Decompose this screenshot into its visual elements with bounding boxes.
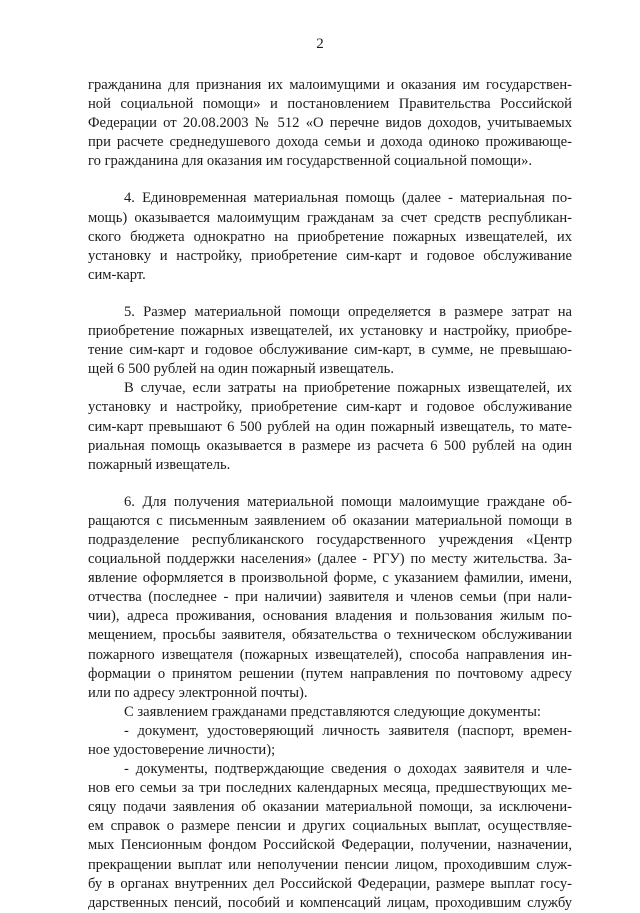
paragraph-documents-intro <box>88 703 572 722</box>
text-line: ского бюджета однократно на приобретение пожарных извещателей, их <box>88 228 572 245</box>
text-line: гражданина для признания их малоимущими и оказания им государствен- <box>88 77 572 93</box>
text-line: В случае, если затраты на приобретение пожарных извещателей, их <box>124 380 572 397</box>
text-line: тение сим-карт и годовое обслуживание сим-карт, в сумме, не превышаю- <box>88 342 572 359</box>
page-number: 2 <box>316 36 324 52</box>
text-line: ращаются с письменным заявлением об оказании материальной помощи в <box>88 512 572 529</box>
text-line: чии), адреса проживания, основания владения и пользования жилым по- <box>88 608 572 625</box>
list-item-income-documents <box>88 760 572 913</box>
text-line: 4. Единовременная материальная помощь (далее - материальная по- <box>124 190 572 207</box>
text-line: - документы, подтверждающие сведения о доходах заявителя и чле- <box>124 761 572 778</box>
paragraph-section-4 <box>88 189 572 284</box>
text-line: прекращении выплат или неполучении пенсии лицом, проходившим служ- <box>88 856 572 873</box>
text-line: мых Пенсионным фондом Российской Федерации, получении, назначении, <box>88 837 572 854</box>
text-line: сим-карт превышают 6 500 рублей на один пожарный извещатель, то мате- <box>88 418 572 435</box>
text-line: нов его семьи за три последних календарных месяца, предшествующих ме- <box>88 780 572 797</box>
text-line: - документ, удостоверяющий личность заявителя (паспорт, времен- <box>124 722 572 739</box>
paragraph-section-5 <box>88 303 572 379</box>
text-line: установку и настройку, приобретение сим-карт и годовое обслуживание <box>88 247 572 264</box>
text-line: риальная помощь оказывается в размере из расчета 6 500 рублей на один <box>88 437 572 454</box>
text-line: щей 6 500 рублей на один пожарный извещатель. <box>88 361 394 378</box>
text-line: ем справок о размере пенсии и других социальных выплат, осуществляе- <box>88 818 572 835</box>
text-line: мещением, просьбы заявителя, обязательства о техническом обслуживании <box>88 627 572 644</box>
text-line: приобретение пожарных извещателей, их установку и настройку, приобре- <box>88 323 572 340</box>
text-line: 6. Для получения материальной помощи малоимущие граждане об- <box>124 493 572 510</box>
text-line: бу в органах внутренних дел Российской Федерации, размере выплат госу- <box>88 875 572 892</box>
text-line: социальной поддержки населения» (далее - РГУ) по месту жительства. За- <box>88 551 572 568</box>
text-line: пожарного извещателя (пожарных извещателей), способа направления ин- <box>88 646 572 663</box>
text-line: сяцу подачи заявления об оказании материальной помощи, за исключени- <box>88 799 572 816</box>
text-line: формации о принятом решении (путем направления по почтовому адресу <box>88 665 572 682</box>
paragraph-section-6 <box>88 493 572 703</box>
paragraph-section-5-continued <box>88 379 572 474</box>
list-item-identity-document <box>88 722 572 760</box>
document-body <box>88 76 572 913</box>
text-line: дарственных пенсий, пособий и компенсаций лицам, проходившим службу <box>88 894 572 911</box>
text-line: отчества (последнее - при наличии) заявителя и членов семьи (при нали- <box>88 589 572 606</box>
text-line: подразделение республиканского государственного учреждения «Центр <box>88 531 572 548</box>
text-line: С заявлением гражданами представляются следующие документы: <box>124 703 541 720</box>
text-line: 5. Размер материальной помощи определяется в размере затрат на <box>124 303 572 320</box>
text-line: пожарный извещатель. <box>88 456 231 473</box>
text-line: Федерации от 20.08.2003 № 512 «О перечне видов доходов, учитываемых <box>88 115 572 132</box>
text-line: го гражданина для оказания им государственной социальной помощи». <box>88 153 533 170</box>
text-line: явление оформляется в произвольной форме, с указанием фамилии, имени, <box>88 570 572 587</box>
paragraph-intro <box>88 76 572 171</box>
text-line: ное удостоверение личности); <box>88 742 276 758</box>
text-line: ной социальной помощи» и постановлением Правительства Российской <box>88 96 572 113</box>
text-line: мощь) оказывается малоимущим гражданам за счет средств республикан- <box>88 209 572 226</box>
text-line: при расчете среднедушевого дохода семьи и дохода одиноко проживающе- <box>88 134 572 151</box>
text-line: или по адресу электронной почты). <box>88 684 308 701</box>
text-line: сим-карт. <box>88 266 146 283</box>
text-line: установку и настройку, приобретение сим-карт и годовое обслуживание <box>88 399 572 416</box>
